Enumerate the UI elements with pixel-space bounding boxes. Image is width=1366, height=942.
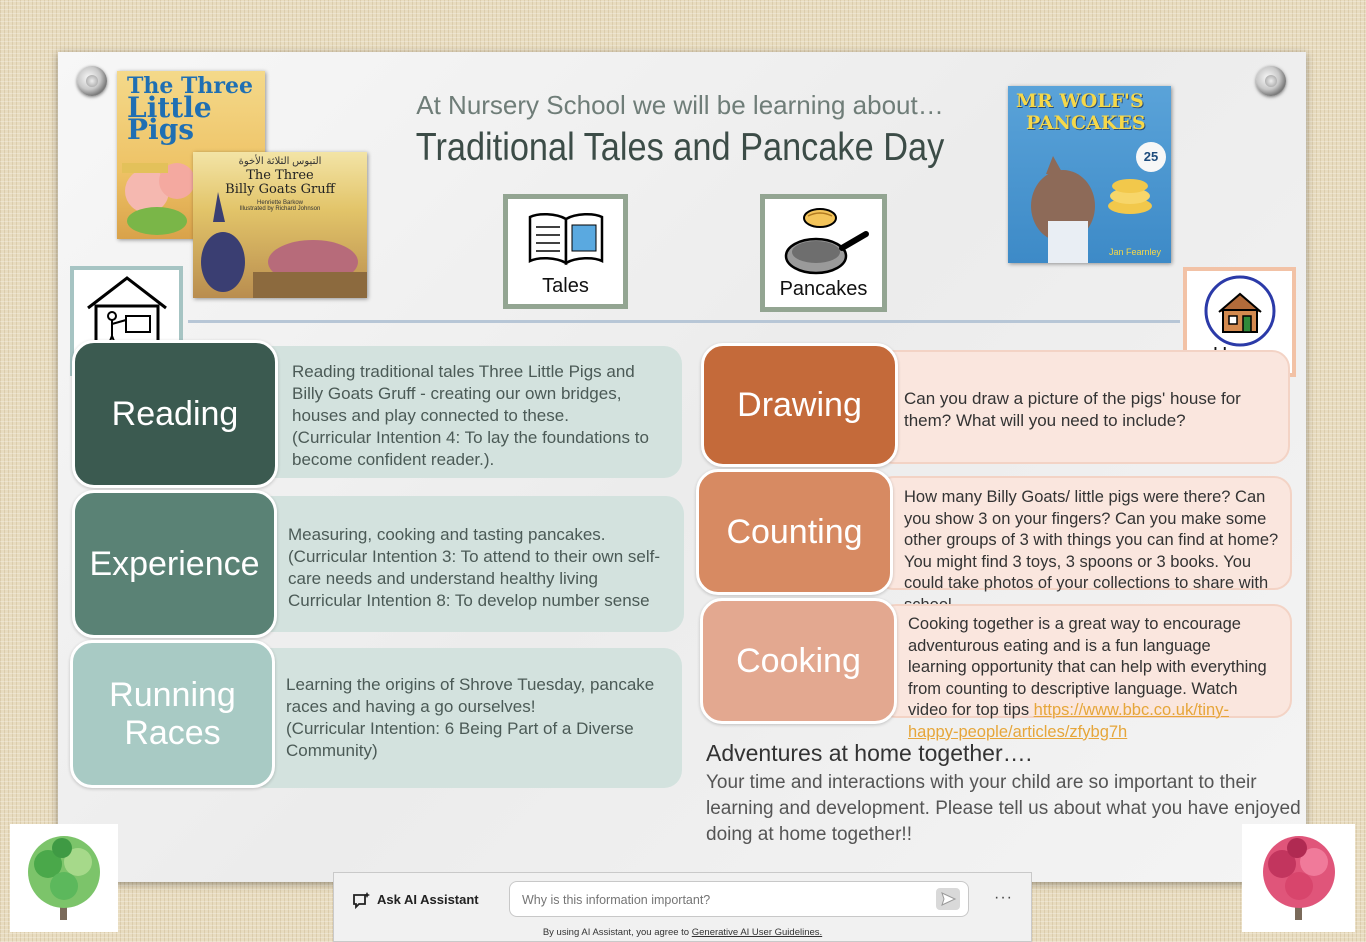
house-icon [1203,274,1277,348]
running-races-label-line: Races [124,714,221,752]
tales-label: Tales [542,275,589,297]
page-subtitle: At Nursery School we will be learning about… [416,90,944,120]
cooking-category-label: Cooking [736,641,861,680]
running-races-description-box [248,648,682,788]
book-title-line: MR WOLF'S [1016,90,1144,112]
running-races-label-line: Running [109,676,236,714]
billy-goats-gruff-cover [193,152,367,298]
more-options-icon[interactable]: ··· [994,889,1013,906]
ai-question-input[interactable] [520,889,924,911]
ai-assistant-bar [333,872,1032,942]
adventures-title: Adventures at home together…. [706,740,1033,766]
pin-icon [77,66,107,96]
book-title-line: The Three [127,73,253,99]
counting-description-box [876,476,1292,590]
pink-tree-icon [1242,824,1355,932]
send-button[interactable] [936,888,960,910]
open-book-icon [526,209,606,269]
book-illustrator: Illustrated by Richard Johnson [239,206,321,212]
counting-description: How many Billy Goats/ little pigs were there? Can you show 3 on your fingers? Can you make some other groups of 3 with things you can find at home? You might find 3 toys, 3 spoons or 3 books. You could take photos of your collections to share with [904,488,1279,592]
pink-tree-logo [1242,824,1355,932]
green-tree-icon [10,824,118,932]
pancakes-symbol-card [760,194,887,312]
bbc-tiny-happy-people-link[interactable]: https://www.bbc.co.uk/tiny-happy-people/articles/zfybg7h [908,701,1229,741]
reading-intention: (Curricular Intention 4: To lay the foundations to become confident reader.). [292,428,649,469]
reading-category-label: Reading [111,394,239,433]
reading-description-box [250,346,682,478]
ai-assistant-icon [351,891,371,911]
wolf-illustration-icon [1008,86,1171,263]
green-tree-logo [10,824,118,932]
book-author: Jan Fearnley [1108,247,1161,257]
ai-question-field[interactable] [509,881,969,917]
ai-disclaimer [334,927,1031,938]
book-title-line: Billy Goats Gruff [225,182,335,197]
pin-icon [1256,66,1286,96]
reading-description: Reading traditional tales Three Little Pigs and Billy Goats Gruff - creating our own bridges, houses and play connected to these. [292,362,635,425]
ask-ai-assistant-label: Ask AI Assistant [377,892,479,907]
experience-intention: (Curricular Intention 3: To attend to their own self-care needs and understand healthy living Curricular Intention 8: To develop number sense [288,547,660,610]
cooking-description: Cooking together is a great way to encourage adventurous eating and is a fun language learning opportunity that can help with everything from counting to descriptive language. Watch video for top tips [908,615,1267,719]
section-divider [188,320,1180,323]
counting-category [696,469,893,595]
counting-category-label: Counting [726,512,863,551]
pancakes-label: Pancakes [779,278,868,300]
mr-wolfs-pancakes-cover [1008,86,1171,263]
book-title-line: The Three [246,168,314,183]
running-races-description: Learning the origins of Shrove Tuesday, pancake races and having a go ourselves! [286,675,655,716]
drawing-category [701,343,898,467]
ai-disclaimer-text: By using AI Assistant, you agree to [542,927,692,938]
anniversary-badge: 25 [1136,142,1166,172]
goat-troll-illustration-icon [193,152,367,298]
drawing-category-label: Drawing [737,385,862,424]
running-races-category [70,640,275,788]
experience-description-box [250,496,684,632]
experience-category [72,490,277,638]
book-title-line: PANCAKES [1026,112,1146,134]
send-arrow-icon [936,888,960,910]
drawing-description-box [876,350,1290,464]
frying-pan-pancake-icon [782,204,872,279]
adventures-body: Your time and interactions with your child are so important to their learning and development. Please tell us about what you have enjoyed doing at home together!! [706,772,1301,845]
arabic-title: التيوس الثلاثة الأخوة [238,156,322,167]
experience-category-label: Experience [89,544,260,583]
reading-category [72,340,278,488]
drawing-description: Can you draw a picture of the pigs' house for them? What will you need to include? [904,389,1241,430]
ai-guidelines-link[interactable]: Generative AI User Guidelines. [691,927,823,938]
running-races-intention: (Curricular Intention: 6 Being Part of a Diverse Community) [286,719,634,760]
book-title-line: Little Pigs [127,91,212,146]
cooking-category [700,598,897,724]
book-author: Henriette Barkow [256,200,304,206]
tales-symbol-card [503,194,628,309]
experience-description: Measuring, cooking and tasting pancakes. [288,525,606,544]
page-title: Traditional Tales and Pancake Day [415,126,945,169]
cooking-description-box [878,604,1292,741]
